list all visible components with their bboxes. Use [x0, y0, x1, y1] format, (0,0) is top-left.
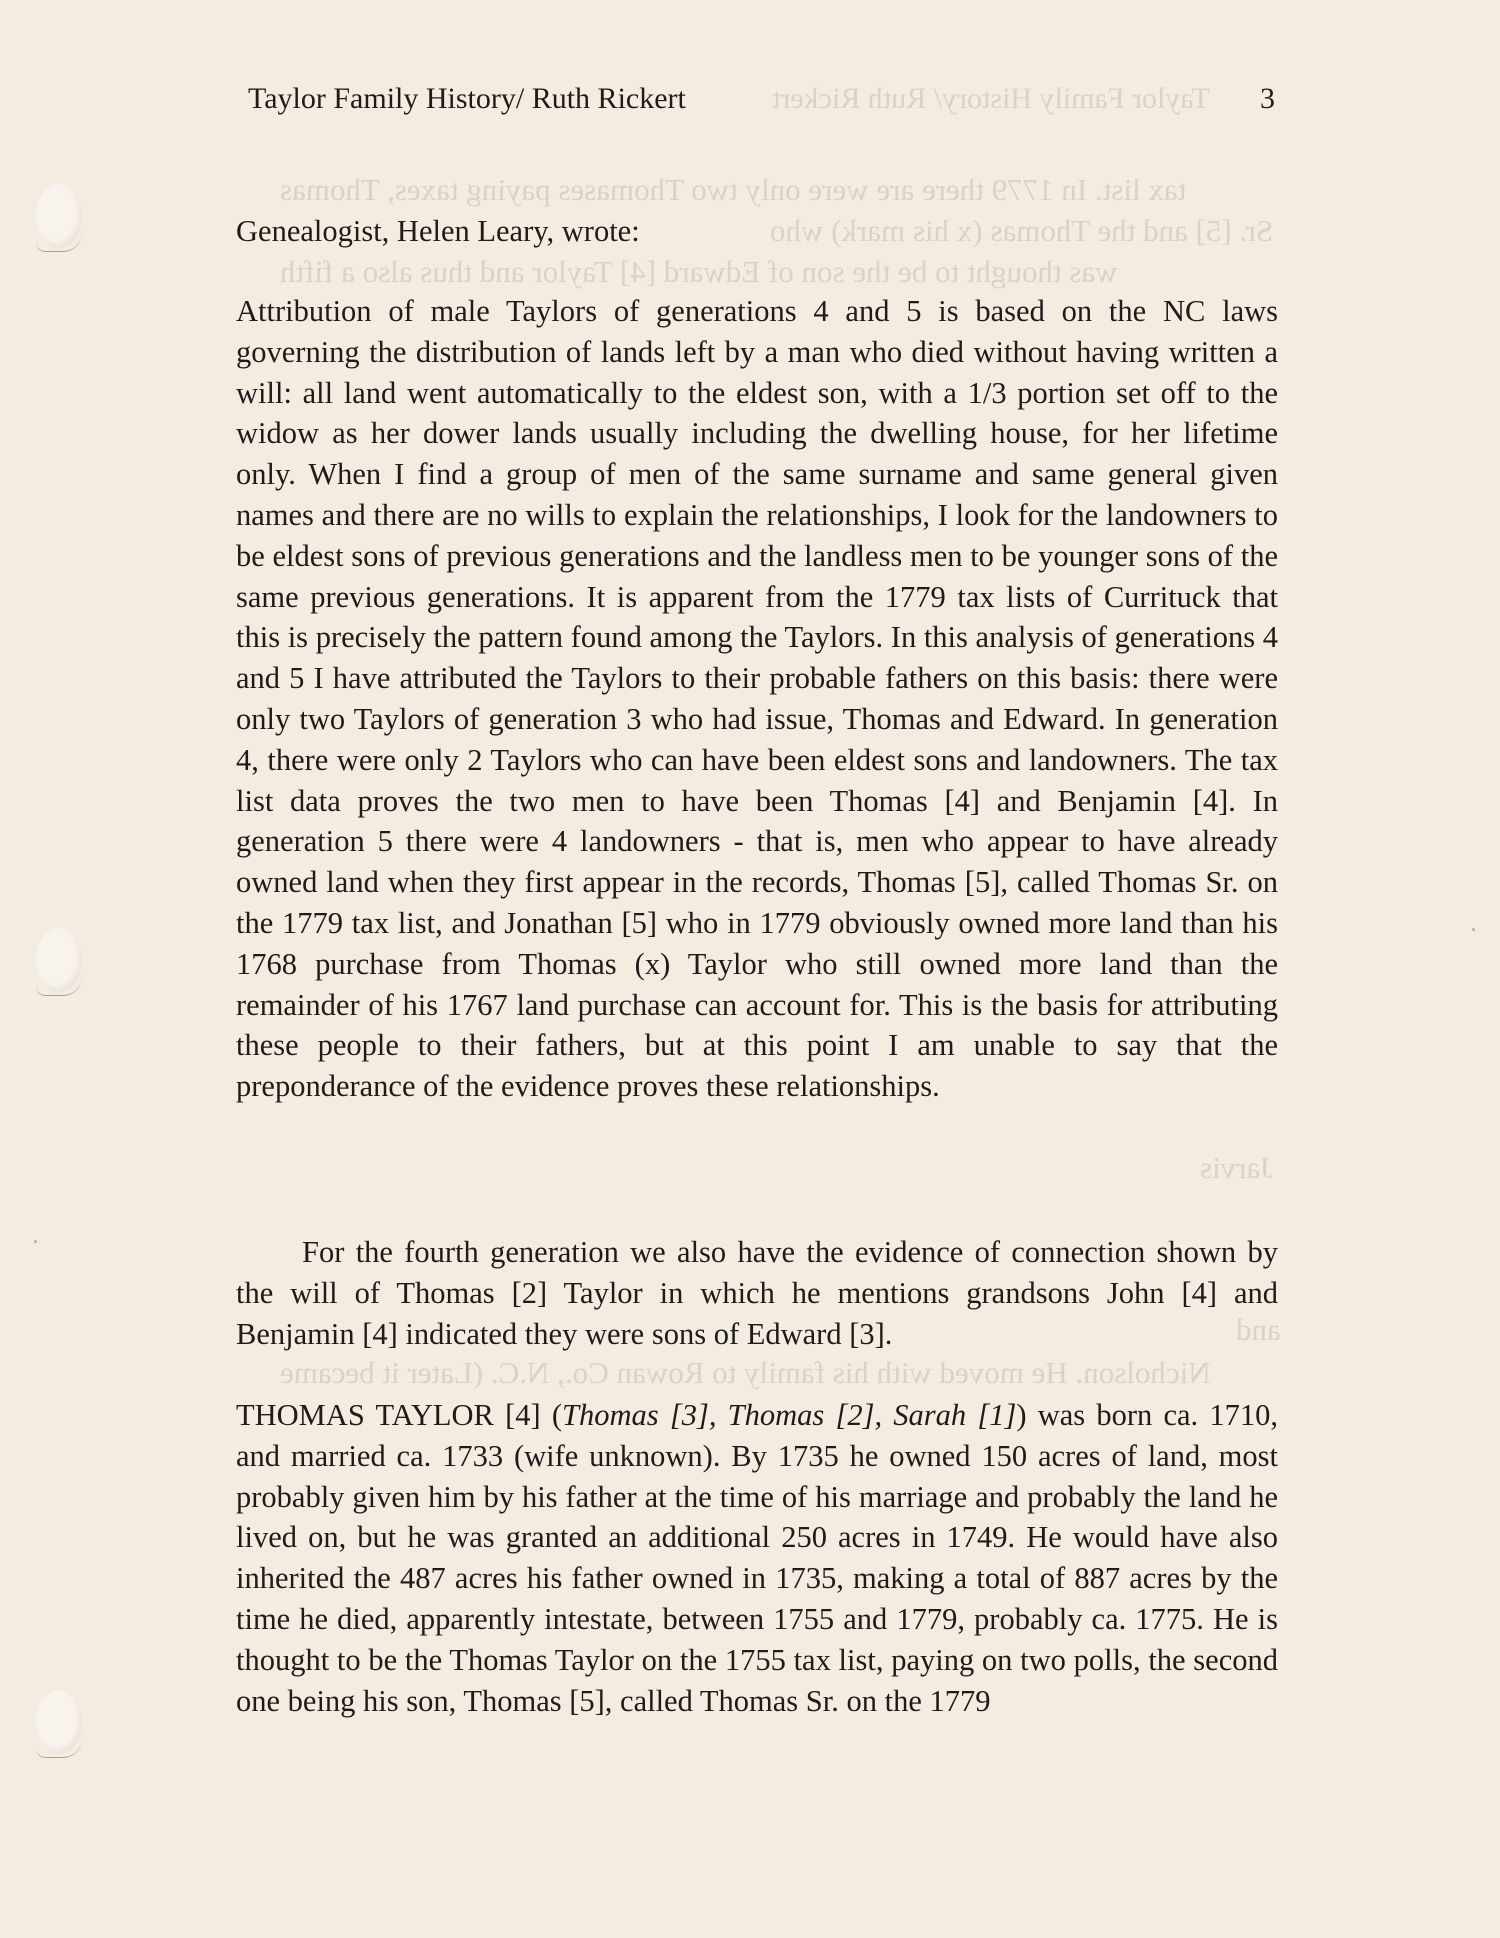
thomas-taylor-lead-end: ) was born: [1016, 1398, 1153, 1432]
bleed-line: Jarvis: [1200, 1150, 1273, 1185]
text-line: thought to be the Thomas Taylor on the 1755 tax list, paying on two polls,: [236, 1642, 1141, 1677]
text-line: attributing these people to their fathers, but at this point I am unable to say: [236, 987, 1279, 1063]
fourth-generation-paragraph: [236, 1232, 1278, 1354]
lineage-italic: Thomas [3], Thomas [2], Sarah [1]: [562, 1398, 1017, 1432]
text-line: apparently intestate, between 1755 and 1779, probably ca. 1775. He is: [406, 1601, 1278, 1636]
page-number: 3: [1260, 82, 1275, 115]
text-line: dwelling house, for her lifetime only. When I find a group of men of the: [236, 416, 1278, 492]
text-line: written a will: all land went automatically to the eldest son, with a 1/3: [236, 334, 1278, 410]
text-line: generations 4 and 5 I have attributed the Taylors to their probable fathers on: [236, 620, 1279, 696]
text-line: Thomas and Edward. In generation 4, there were only 2 Taylors who can: [236, 701, 1278, 777]
text-line: 1768 purchase from Thomas (x) Taylor who still owned more land than the: [236, 946, 1278, 981]
text-line: that the preponderance of the evidence proves these relationships.: [236, 1028, 1279, 1104]
paper-speck: [34, 1240, 37, 1243]
running-header: Taylor Family History/ Ruth Rickert: [248, 82, 686, 115]
hole-punch-mark: [36, 928, 82, 992]
paper-speck: [1472, 928, 1475, 931]
thomas-taylor-paragraph: [236, 1395, 1278, 1721]
text-line: landowners - that is, men who appear to have already owned land when: [236, 824, 1279, 900]
text-line: ca. 1710, and married ca. 1733 (wife unknown). By 1735 he owned 150: [236, 1398, 1278, 1473]
bleed-header: Taylor Family History/ Ruth Rickert: [772, 82, 1210, 115]
thomas-taylor-lead: THOMAS TAYLOR [4] (: [236, 1398, 563, 1432]
bleed-line: Nicholson. He moved with his family to Rowan Co., N.C. (Later it became: [280, 1355, 1211, 1390]
text-line: remainder of his 1767 land purchase can account for. This is the basis for: [236, 987, 1143, 1022]
bleed-line: and: [1236, 1312, 1281, 1347]
text-line: the second one being his son, Thomas [5], called Thomas Sr. on the 1779: [236, 1642, 1278, 1718]
text-line: portion set off to the widow as her dower lands usually including the: [236, 375, 1279, 451]
text-line: additional 250 acres in 1749. He would have also inherited the 487 acres: [236, 1520, 1279, 1596]
text-line: previous generations and the landless men to be younger sons of the same: [236, 538, 1279, 614]
intro-line: Genealogist, Helen Leary, wrote:: [236, 214, 640, 248]
text-line: same surname and same general given names and there are no wills to: [236, 457, 1279, 532]
text-line: his father owned in 1735, making a total of 887 acres by the time he died,: [236, 1561, 1279, 1636]
text-line: they first appear in the records, Thomas [5], called Thomas Sr. on the 1779: [236, 865, 1279, 940]
text-line: to have been Thomas [4] and Benjamin [4]. In generation 5 there were 4: [236, 783, 1278, 859]
text-line: acres of land, most probably given him by his father at the time of his: [236, 1438, 1278, 1514]
text-line: this is precisely the pattern found among the Taylors. In this analysis of: [236, 620, 1107, 655]
bleed-line: Sr. [5] and the Thomas (x his mark) who: [770, 213, 1274, 248]
text-line: tax list, and Jonathan [5] who in 1779 obviously owned more land than his: [351, 905, 1279, 940]
quote-paragraph: [236, 291, 1278, 1107]
text-line: For the fourth generation we also have the evidence of connection: [302, 1235, 1146, 1269]
text-line: governing the distribution of lands left by a man who died without having: [236, 334, 1160, 369]
text-line: have been eldest sons and landowners. The tax list data proves the two men: [236, 742, 1279, 818]
hole-punch-mark: [36, 1690, 82, 1754]
text-line: John [4] and Benjamin [4] indicated they were sons of Edward [3].: [236, 1275, 1278, 1351]
text-line: marriage and probably the land he lived on, but he was granted an: [236, 1479, 1279, 1555]
text-line: explain the relationships, I look for the landowners to be eldest sons of: [236, 497, 1278, 573]
bleed-line: tax list. In 1779 there are were only two Thomases paying taxes, Thomas: [280, 172, 1187, 207]
text-line: previous generations. It is apparent from the 1779 tax lists of Currituck that: [310, 579, 1278, 614]
text-line: Attribution of male Taylors of generations 4 and 5 is based on the NC laws: [236, 294, 1278, 328]
text-line: shown by the will of Thomas [2] Taylor in which he mentions grandsons: [236, 1235, 1278, 1310]
hole-punch-mark: [36, 184, 82, 248]
bleed-line: was thought to be the son of Edward [4] Taylor and thus also a fifth: [280, 254, 1118, 289]
text-line: this basis: there were only two Taylors of generation 3 who had issue,: [236, 661, 1279, 736]
